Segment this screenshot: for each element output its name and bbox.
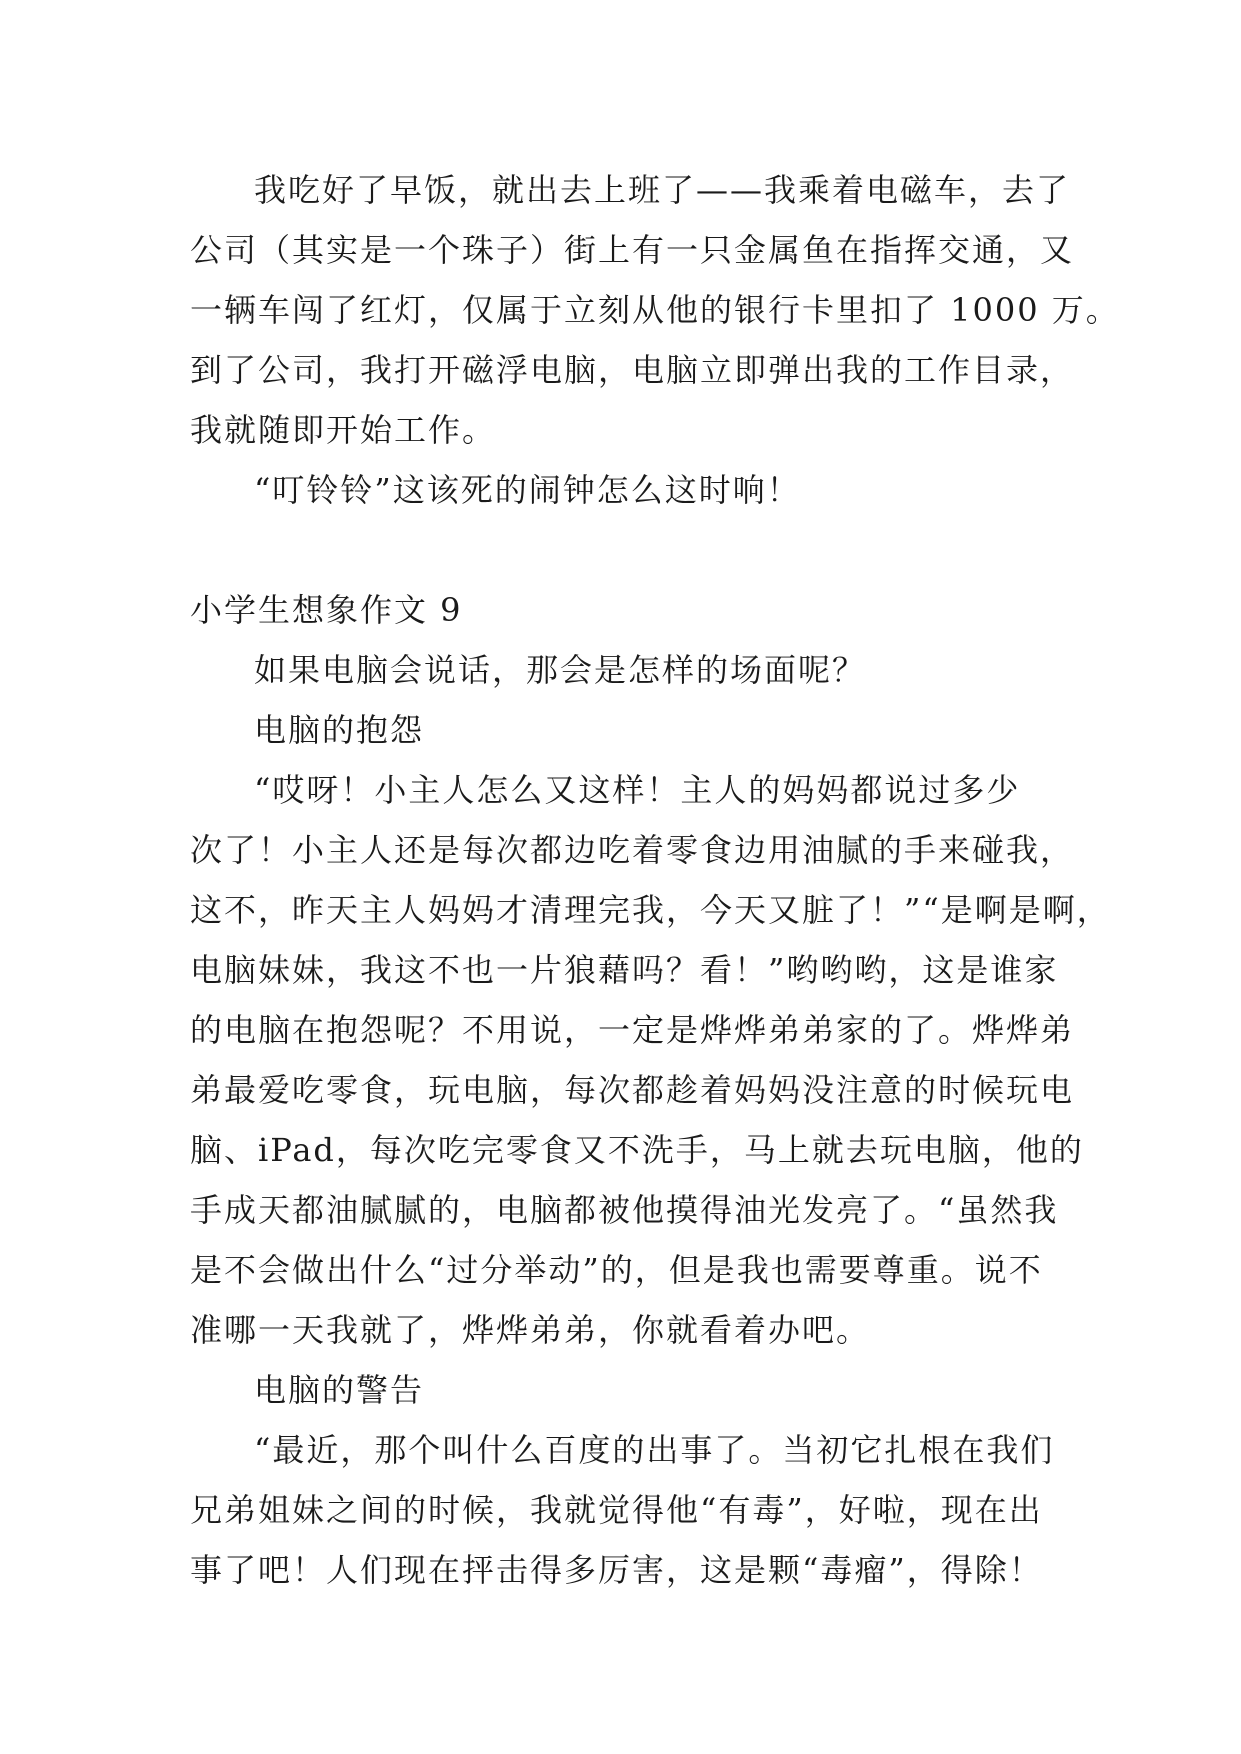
subtitle-complaint: 电脑的抱怨 <box>254 711 425 749</box>
paragraph-line: 我就随即开始工作。 <box>190 411 497 449</box>
paragraph-line: 手成天都油腻腻的，电脑都被他摸得油光发亮了。“虽然我 <box>190 1191 1059 1229</box>
paragraph-line: 这不，昨天主人妈妈才清理完我，今天又脏了！”“是啊是啊， <box>190 891 1111 929</box>
section-gap <box>190 520 1060 580</box>
paragraph-line: 是不会做出什么“过分举动”的，但是我也需要尊重。说不 <box>190 1251 1043 1289</box>
paragraph-line: “最近，那个叫什么百度的出事了。当初它扎根在我们 <box>254 1431 1055 1469</box>
paragraph-line: 的电脑在抱怨呢？不用说，一定是烨烨弟弟家的了。烨烨弟 <box>190 1011 1075 1049</box>
paragraph-line: 我吃好了早饭，就出去上班了——我乘着电磁车，去了 <box>254 171 1071 209</box>
section-title: 小学生想象作文 9 <box>190 591 463 629</box>
paragraph-line: “哎呀！小主人怎么又这样！主人的妈妈都说过多少 <box>254 771 1021 809</box>
intro-line: 如果电脑会说话，那会是怎样的场面呢？ <box>254 651 867 689</box>
paragraph-line: 公司（其实是一个珠子）街上有一只金属鱼在指挥交通，又 <box>190 231 1075 269</box>
document-body <box>190 160 1120 1600</box>
paragraph-line: 到了公司，我打开磁浮电脑，电脑立即弹出我的工作目录， <box>190 351 1075 389</box>
paragraph-line: 事了吧！人们现在抨击得多厉害，这是颗“毒瘤”，得除！ <box>190 1551 1043 1589</box>
subtitle-warning: 电脑的警告 <box>254 1371 425 1409</box>
paragraph-line: 电脑妹妹，我这不也一片狼藉吗？看！”哟哟哟，这是谁家 <box>190 951 1059 989</box>
paragraph-line: 一辆车闯了红灯，仅属于立刻从他的银行卡里扣了 1000 万。 <box>190 291 1120 329</box>
paragraph-line: 兄弟姐妹之间的时候，我就觉得他“有毒”，好啦，现在出 <box>190 1491 1043 1529</box>
paragraph-line: 脑、iPad，每次吃完零食又不洗手，马上就去玩电脑，他的 <box>190 1131 1084 1169</box>
paragraph-line: 次了！小主人还是每次都边吃着零食边用油腻的手来碰我， <box>190 831 1075 869</box>
closing-line: “叮铃铃”这该死的闹钟怎么这时响！ <box>254 471 801 509</box>
paragraph-line: 准哪一天我就了，烨烨弟弟，你就看着办吧。 <box>190 1311 871 1349</box>
paragraph-line: 弟最爱吃零食，玩电脑，每次都趁着妈妈没注意的时候玩电 <box>190 1071 1075 1109</box>
